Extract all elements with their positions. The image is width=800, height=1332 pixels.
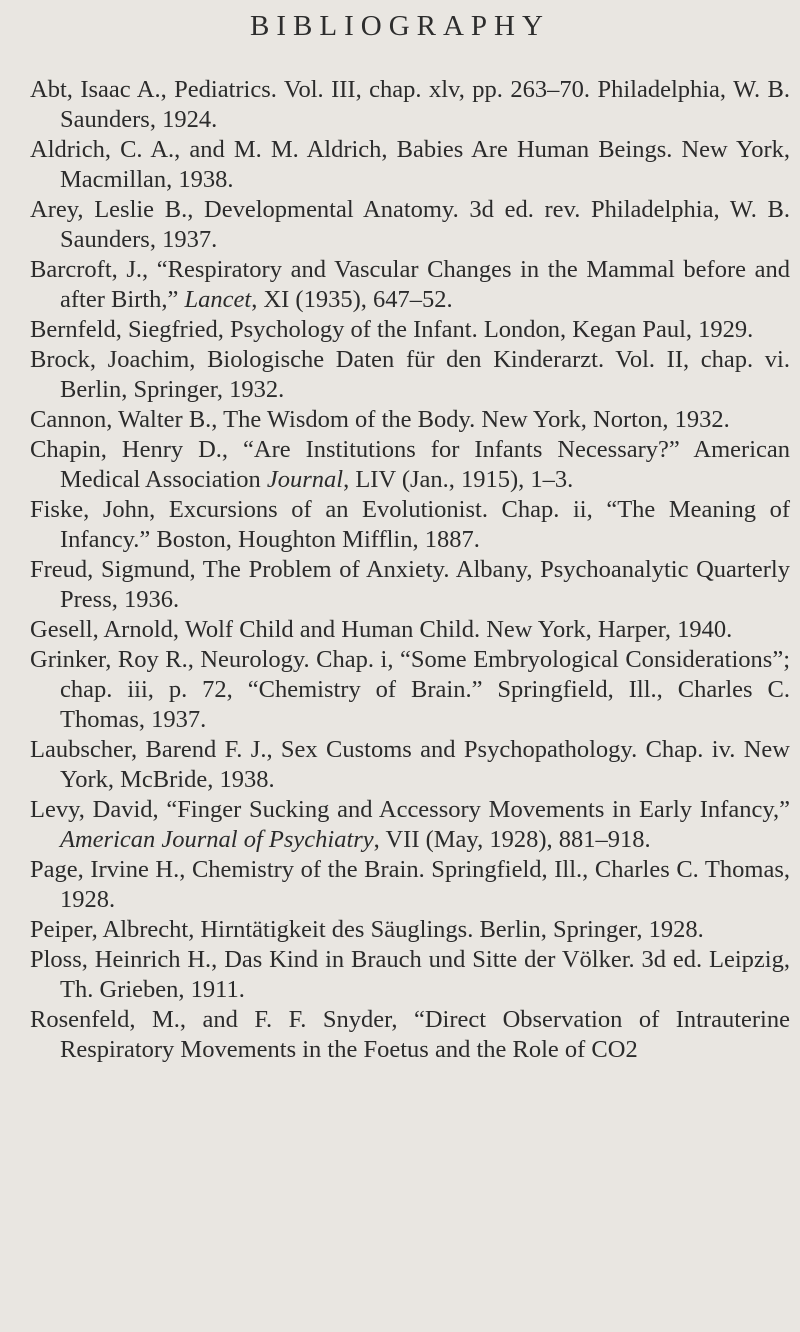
bibliography-entry: Ploss, Heinrich H., Das Kind in Brauch und Sitte der Völker. 3d ed. Leipzig, Th. Grieben, 1911.	[30, 946, 790, 1003]
bibliography-entry: Brock, Joachim, Biologische Daten für den Kinderarzt. Vol. II, chap. vi. Berlin, Springer, 1932.	[30, 346, 790, 403]
page-title: BIBLIOGRAPHY	[250, 10, 550, 42]
bibliography-entry: Page, Irvine H., Chemistry of the Brain. Springfield, Ill., Charles C. Thomas, 1928.	[30, 856, 790, 913]
bibliography-entry: Laubscher, Barend F. J., Sex Customs and Psychopathology. Chap. iv. New York, McBride, 1938.	[30, 736, 790, 793]
bibliography-entry: Abt, Isaac A., Pediatrics. Vol. III, chap. xlv, pp. 263–70. Philadelphia, W. B. Saunders, 1924.	[30, 76, 790, 133]
bibliography-list	[30, 75, 790, 1065]
bibliography-entry: Rosenfeld, M., and F. F. Snyder, “Direct Observation of Intrauterine Respiratory Movements in the Foetus and the Role of CO2	[30, 1006, 790, 1063]
bibliography-entry: Aldrich, C. A., and M. M. Aldrich, Babies Are Human Beings. New York, Macmillan, 1938.	[30, 136, 790, 193]
bibliography-entry: Gesell, Arnold, Wolf Child and Human Child. New York, Harper, 1940.	[30, 616, 733, 643]
bibliography-entry: Freud, Sigmund, The Problem of Anxiety. Albany, Psychoanalytic Quarterly Press, 1936.	[30, 556, 790, 613]
bibliography-entry: Barcroft, J., “Respiratory and Vascular Changes in the Mammal before and after Birth,” Lancet, XI (1935), 647–52.	[30, 256, 790, 313]
bibliography-entry: Cannon, Walter B., The Wisdom of the Body. New York, Norton, 1932.	[30, 406, 730, 433]
bibliography-entry: Fiske, John, Excursions of an Evolutionist. Chap. ii, “The Meaning of Infancy.” Boston, Houghton Mifflin, 1887.	[30, 496, 790, 553]
bibliography-entry: Peiper, Albrecht, Hirntätigkeit des Säuglings. Berlin, Springer, 1928.	[30, 916, 704, 943]
bibliography-entry: Levy, David, “Finger Sucking and Accessory Movements in Early Infancy,” American Journal of Psychiatry, VII (May, 1928), 881–918.	[30, 796, 790, 853]
bibliography-entry: Arey, Leslie B., Developmental Anatomy. 3d ed. rev. Philadelphia, W. B. Saunders, 1937.	[30, 196, 790, 253]
bibliography-entry: Chapin, Henry D., “Are Institutions for Infants Necessary?” American Medical Association Journal, LIV (Jan., 1915), 1–3.	[30, 436, 790, 493]
bibliography-entry: Bernfeld, Siegfried, Psychology of the Infant. London, Kegan Paul, 1929.	[30, 316, 754, 343]
bibliography-entry: Grinker, Roy R., Neurology. Chap. i, “Some Embryological Considerations”; chap. iii, p. 72, “Chemistry of Brain.” Springfield, Ill., Charles C. Thomas, 1937.	[30, 646, 790, 733]
